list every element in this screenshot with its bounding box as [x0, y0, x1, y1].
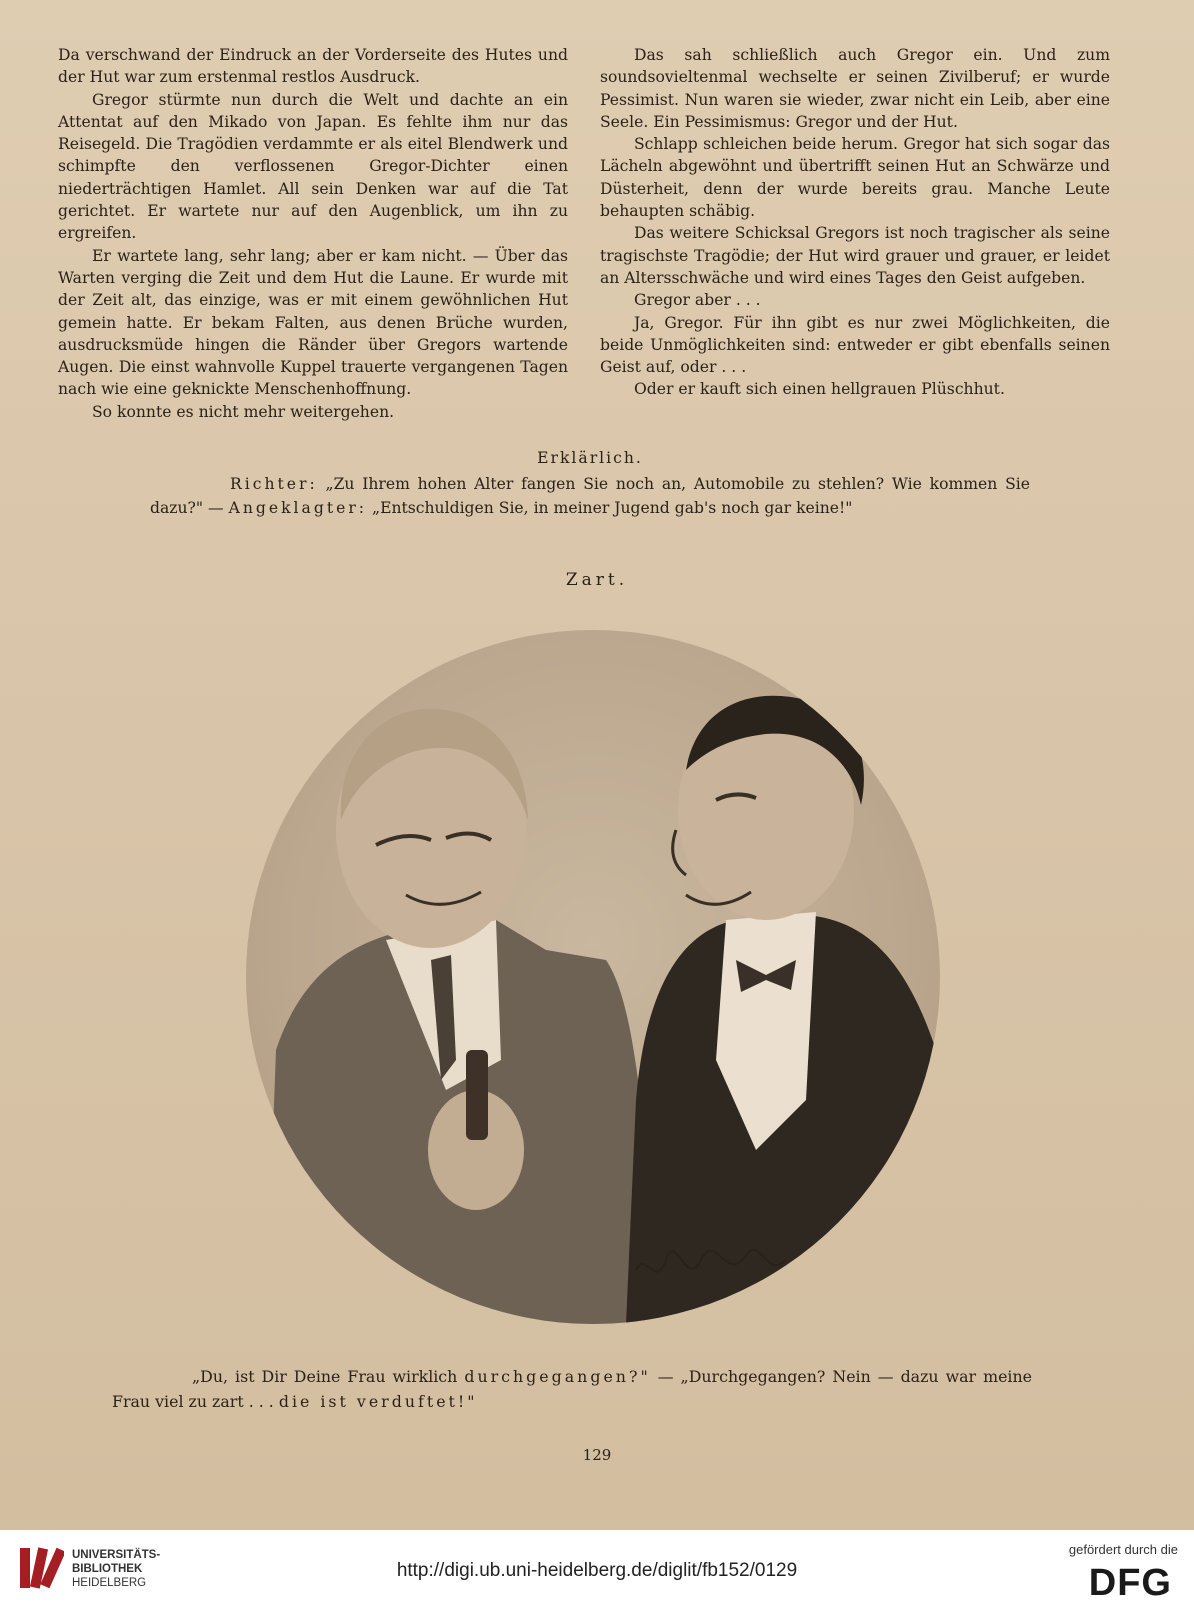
caption-part: die ist verduftet!": [278, 1392, 478, 1411]
left-text-column: [58, 44, 568, 423]
funding-label: gefördert durch die: [1068, 1542, 1178, 1557]
cartoon-illustration: [246, 630, 940, 1324]
cartoon-title: Zart.: [565, 570, 629, 590]
permalink-url[interactable]: http://digi.ub.uni-heidelberg.de/diglit/fb152/0129: [396, 1560, 798, 1581]
defendant-line: „Entschuldigen Sie, in meiner Jugend gab's noch gar keine!": [372, 499, 853, 517]
paragraph: Gregor stürmte nun durch die Welt und dachte an ein Attentat auf den Mikado von Japan. Es fehlte ihm nur das Reisegeld. Die Tragödien verdammte er als eitel Blendwerk und schimpfte den verflossenen Gregor-Dichter einen niederträchtigen Hamlet. All sein Denken war auf die Tat gerichtet. Er wartete nur auf den Augenblick, um ihn zu ergreifen.: [58, 90, 568, 243]
library-line: BIBLIOTHEK: [72, 1563, 143, 1575]
library-line: UNIVERSITÄTS-: [72, 1549, 161, 1561]
joke-title: Erklärlich.: [537, 449, 643, 467]
page-number: 129: [582, 1446, 612, 1464]
digitization-footer: [0, 1530, 1194, 1614]
cartoon-caption: [112, 1364, 1032, 1414]
paragraph: So konnte es nicht mehr weitergehen.: [92, 402, 395, 421]
joke-block: [150, 446, 1030, 520]
paragraph: Schlapp schleichen beide herum. Gregor hat sich sogar das Lächeln abgewöhnt und übertrifft seinen Hut an Schwärze und Düsterheit, denn der wurde bereits grau. Manche Leute behaupten schäbig.: [600, 135, 1110, 221]
right-text-column: [600, 44, 1110, 401]
judge-line: „Zu Ihrem hohen Alter fangen Sie noch an, Automobile zu stehlen? Wie kommen Sie dazu?" —: [150, 475, 1030, 517]
paragraph: Das weitere Schicksal Gregors ist noch tragischer als seine tragischste Tragödie; der Hut wird grauer und grauer, er leidet an Altersschwäche und wird eines Tages den Geist aufgeben.: [600, 224, 1110, 287]
caption-part: durchgegangen?": [464, 1367, 651, 1386]
speaker-judge: Richter:: [230, 475, 318, 493]
two-men-drawing: [246, 630, 940, 1324]
paragraph: Gregor aber . . .: [634, 291, 761, 310]
speaker-defendant: Angeklagter:: [228, 499, 368, 517]
caption-part: „Du, ist Dir Deine Frau wirklich: [192, 1367, 458, 1386]
paragraph: Da verschwand der Eindruck an der Vorderseite des Hutes und der Hut war zum erstenmal restlos Ausdruck.: [58, 46, 568, 87]
dfg-logo: DFG: [1088, 1562, 1172, 1604]
joke-text: [150, 472, 1030, 520]
library-line: HEIDELBERG: [72, 1577, 147, 1589]
paragraph: Er wartete lang, sehr lang; aber er kam nicht. — Über das Warten verging die Zeit und dem Hut die Laune. Er wurde mit der Zeit alt, das einzige, was er mit einem gewöhnlichen Hut gemein hatte. Er bekam Falten, aus denen Brüche wurden, ausdrucksmüde hingen die Ränder über Gregors wartende Augen. Die einst wahnvolle Kuppel trauerte vergangenen Tagen nach wie eine geknickte Menschenhoffnung.: [58, 246, 568, 399]
paragraph: Oder er kauft sich einen hellgrauen Plüschhut.: [634, 380, 1005, 399]
caption-part: — „Durchgegangen? Nein — dazu war meine Frau viel zu zart . . .: [112, 1367, 1032, 1411]
paragraph: Das sah schließlich auch Gregor ein. Und zum soundsovieltenmal wechselte er seinen Zivilberuf; er wurde Pessimist. Nun waren sie wieder, zwar nicht ein Leib, aber eine Seele. Ein Pessimismus: Gregor und der Hut.: [600, 46, 1110, 131]
paragraph: Ja, Gregor. Für ihn gibt es nur zwei Möglichkeiten, die beide Unmöglichkeiten sind: entweder er gibt ebenfalls seinen Geist auf, oder . . .: [600, 313, 1110, 377]
